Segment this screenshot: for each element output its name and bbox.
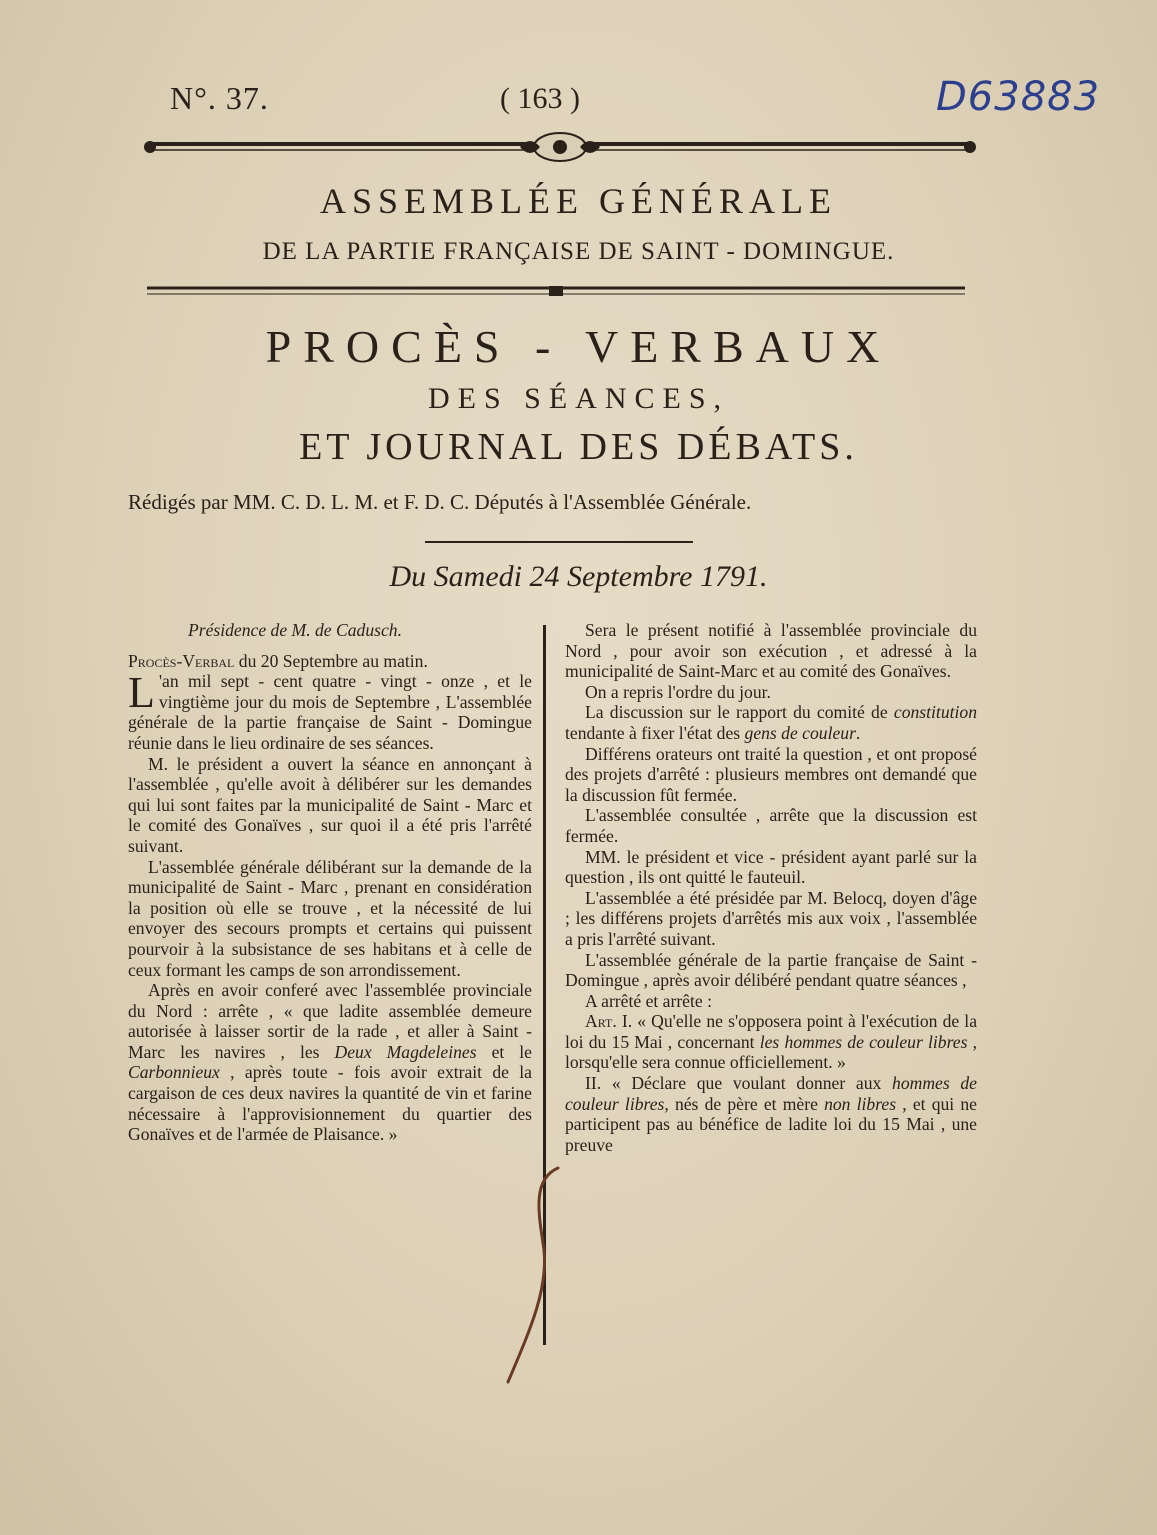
paragraph: L'assemblée générale de la partie française de Saint - Domingue , après avoir délibéré pendant quatre séances , (565, 949, 977, 991)
page-number: ( 163 ) (500, 82, 580, 115)
redactors-line: Rédigés par MM. C. D. L. M. et F. D. C. Députés à l'Assemblée Générale. (128, 490, 752, 514)
paragraph: A arrêté et arrête : (585, 990, 712, 1011)
ship-name: Deux Magdeleines (334, 1041, 477, 1062)
proces-verbal-label: Procès-Verbal (128, 650, 235, 671)
assembly-title: ASSEMBLÉE GÉNÉRALE (320, 181, 837, 221)
paragraph-text: 'an mil sept - cent quatre - vingt - onze , et le vingtième jour du mois de Septembre , L'assemblée générale de la partie française de Saint - Domingue réunie dans le lieu ordinaire de ses séances. (128, 671, 532, 753)
right-column (565, 620, 977, 1155)
proces-verbaux-title: PROCÈS - VERBAUX (265, 321, 892, 372)
article-two (565, 1073, 977, 1155)
short-divider (425, 541, 693, 543)
paragraph: On a repris l'ordre du jour. (585, 681, 771, 702)
presidence-line: Présidence de M. de Cadusch. (188, 620, 402, 640)
paragraph: L'assemblée générale délibérant sur la demande de la municipalité de Saint - Marc , prenant en considération la position où elle se trouve , et la nécessité de lui envoyer des secours prompts et certains qui puissent pourvoir à la subsistance de ses habitans et à celle de ceux formant les camps de son arrondissement. (128, 856, 532, 980)
paragraph: MM. le président et vice - président ayant parlé sur la question , ils ont quitté le fauteuil. (565, 846, 977, 888)
drop-cap: L (128, 668, 155, 718)
paragraph-text: et le (476, 1041, 532, 1062)
paragraph: M. le président a ouvert la séance en annonçant à l'assemblée , qu'elle avoit à délibérer sur les demandes qui lui sont faites par la municipalité de Saint - Marc et le comité des Gonaïves , sur quoi il a été pris l'arrêté suivant. (128, 753, 532, 856)
paragraph-text: , lorsqu'elle sera connue officiellement. » (565, 1031, 977, 1073)
paragraph-text: , et qui ne participent pas au bénéfice de ladite loi du 15 Mai , une preuve (565, 1093, 977, 1155)
archive-stamp: D63883 (936, 74, 1101, 120)
ornament-rule (140, 130, 980, 166)
assembly-subtitle: DE LA PARTIE FRANÇAISE DE SAINT - DOMINGUE. (262, 238, 895, 265)
paragraph-text: La discussion sur le rapport du comité de (585, 702, 894, 723)
left-column (128, 620, 532, 1145)
italic-term: les hommes de couleur libres (759, 1031, 968, 1052)
seances-title: DES SÉANCES, (427, 382, 730, 415)
journal-title: ET JOURNAL DES DÉBATS. (299, 426, 858, 468)
italic-term: gens de couleur (744, 722, 856, 743)
paragraph: L'assemblée consultée , arrête que la discussion est fermée. (565, 805, 977, 846)
italic-term: constitution (893, 702, 977, 723)
ship-name: Carbonnieux (128, 1062, 220, 1083)
paragraph-text: . (855, 722, 861, 743)
double-rule (147, 283, 965, 299)
handwritten-mark (500, 1160, 560, 1390)
italic-term: non libres (824, 1093, 897, 1114)
paragraph-text: , nés de père et mère (664, 1093, 825, 1114)
paragraph: L'assemblée a été présidée par M. Belocq, doyen d'âge ; les différens projets d'arrêtés mis aux voix , l'assemblée a pris l'arrêté suivant. (565, 887, 977, 949)
issue-number: N°. 37. (170, 80, 269, 116)
paragraph-text: Après en avoir conferé avec l'assemblée provinciale du Nord : arrête , « que ladite assemblée demeure autorisée à laisser sortir de la rade , et aller à Saint - Marc les navires , les (128, 980, 532, 1062)
paragraph (565, 702, 977, 743)
issue-date: Du Samedi 24 Septembre 1791. (389, 560, 768, 593)
paragraph-text: tendante à fixer l'état des (565, 722, 745, 743)
paragraph: Différens orateurs ont traité la question , et ont proposé des projets d'arrêté : plusieurs membres ont demandé que la discussion fût fermée. (565, 743, 977, 805)
paragraph-text: « Qu'elle ne s'opposera point à l'exécution de la loi du 15 Mai , concernant (565, 1011, 978, 1052)
paragraph-text: II. « Déclare que voulant donner aux (585, 1073, 893, 1094)
paragraph-text: , après toute - fois avoir extrait de la cargaison de ces deux navires la quantité de vin et farine nécessaire à l'approvisionnement du quartier des Gonaïves et de l'armée de Plaisance. » (128, 1062, 532, 1145)
paragraph: Sera le présent notifié à l'assemblée provinciale du Nord , pour avoir son exécution , et adressé à la municipalité de Saint-Marc et au comité des Gonaïves. (565, 620, 977, 682)
article-one (565, 1011, 977, 1073)
proces-verbal-heading (128, 651, 532, 672)
proces-verbal-date: du 20 Septembre au matin. (234, 650, 428, 671)
paragraph (128, 980, 532, 1145)
paragraph (128, 668, 532, 753)
article-label: Art. I. (585, 1011, 633, 1032)
italic-term: hommes de couleur libres (565, 1073, 977, 1114)
